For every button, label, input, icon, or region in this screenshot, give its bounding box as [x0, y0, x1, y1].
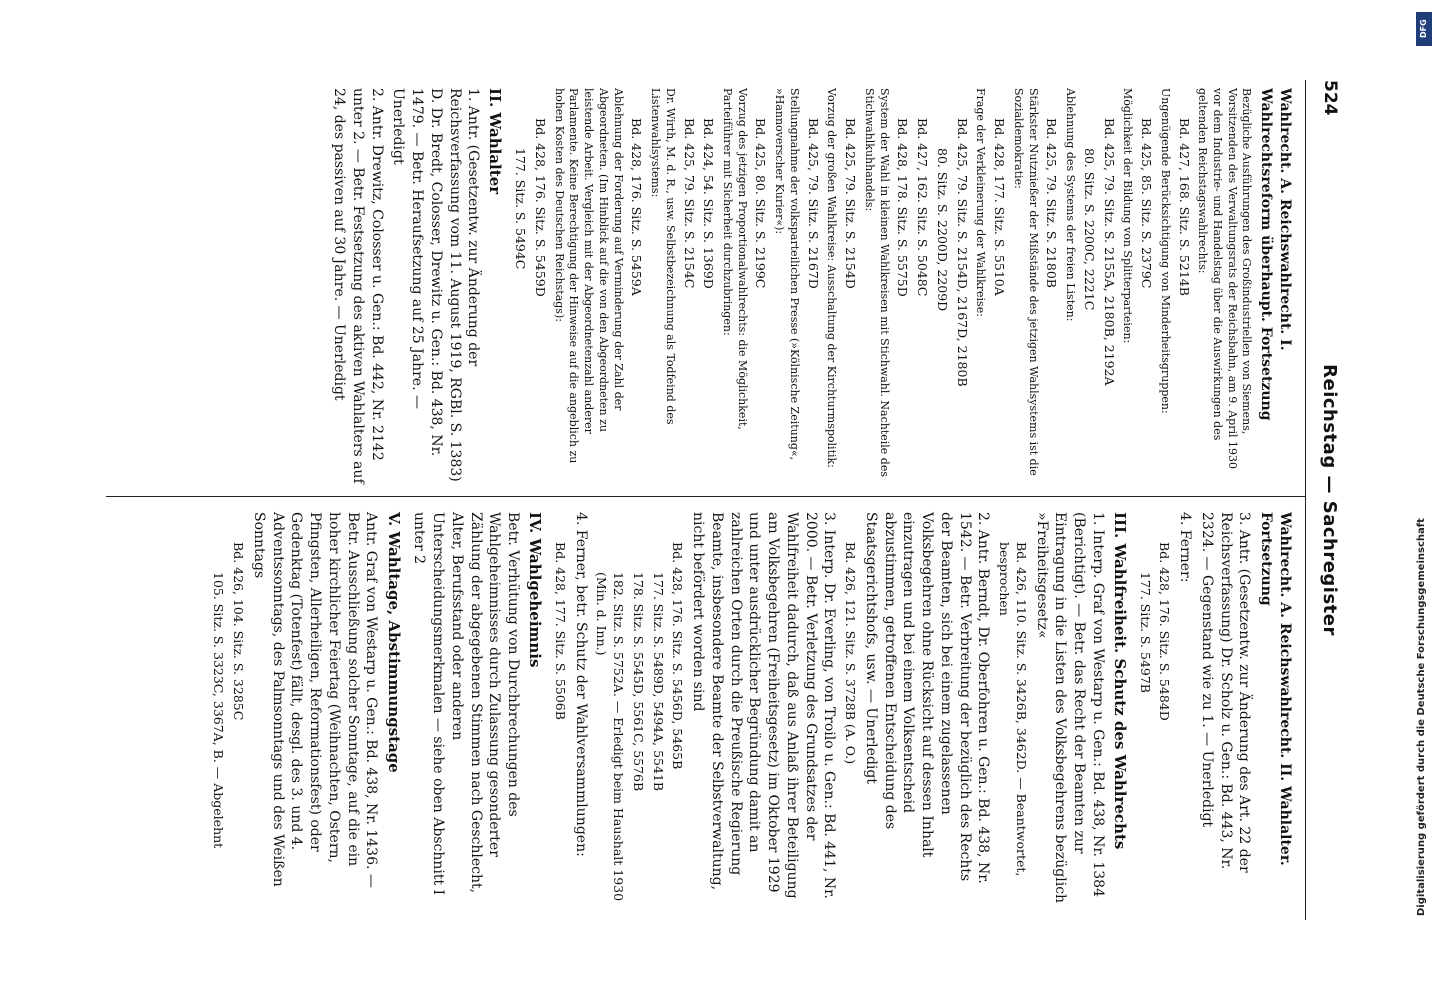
- reference: Bd. 425, 79. Sitz. S. 2154D, 2167D, 2180B: [954, 118, 970, 387]
- reference: Bd. 424, 54. Sitz. S. 1369D: [701, 118, 717, 289]
- numbered-item: 3. Antr. (Gesetzentw. zur Änderung des Art. 22 der Reichsverfassung) Dr. Scholz u. Gen.: Bd. 443, Nr. 2324. — Gegenstand wie zu 1. — Unerledigt: [1199, 512, 1253, 873]
- right-column: [207, 512, 1294, 908]
- entry: Betr. Verhütung von Durchbrechungen des Wahlgeheimnisses durch Zulassung gesonderter Zählung der abgegebenen Stimmen nach Geschlecht, Alter, Berufsstand oder anderen Unterscheidungsmerkmalen — siehe oben Abschnitt I unter 2: [411, 512, 522, 896]
- right-column-heading: Wahlrecht. A. Reichswahlrecht. II. Wahlalter. Fortsetzung: [1258, 512, 1293, 866]
- reference: 80. Sitz. S. 2200D, 2209D: [934, 148, 950, 312]
- section-heading: II. Wahlalter: [486, 88, 505, 195]
- entry: Dr. Wirth, M. d. R., usw. Selbstbezeichnung als Todfeind des Listenwahlsystems:: [649, 88, 677, 425]
- dfg-logo: DFG: [1416, 12, 1432, 46]
- running-header: [1310, 80, 1350, 920]
- reference: Bd. 425, 79. Sitz. S. 2154D: [843, 118, 859, 289]
- entry: Bezügliche Ausführungen des Großindustriellen von Siemens, Vorsitzenden des Verwaltungsrats der Reichsbahn, am 9. April 1930 vor dem Industrie- und Handelstag über die Auswirkungen des geltenden Reichstagswahlrechts:: [1196, 88, 1254, 469]
- numbered-item: 3. Interp. Dr. Everling, von Troilo u. Gen.: Bd. 441, Nr. 2000. — Betr. Verletzung des Grundsatzes der Wahlfreiheit dadurch, daß aus Anlaß ihrer Beteiligung am Volksbegehren (Freiheitsgesetz) im Oktober 1929 und unter ausdrücklicher Begründung damit an zahlreichen Orten durch die Preußische Regierung Beamte, insbesondere Beamte der Selbstverwaltung, nicht befördert worden sind: [690, 512, 838, 899]
- reference: Bd. 426, 104. Sitz. S. 3285C: [231, 542, 247, 721]
- reference: Bd. 428, 176. Sitz. S. 5456D, 5465B: [670, 542, 686, 770]
- funding-note: Digitalisierung gefördert durch die Deutsche Forschungsgemeinschaft: [1416, 518, 1427, 916]
- reference: Bd. 428, 176. Sitz. S. 5484D: [1157, 542, 1173, 721]
- reference: Bd. 428, 176. Sitz. S. 5459A: [629, 118, 645, 296]
- entry: System der Wahl in kleinen Wahlkreisen mit Stichwahl. Nachteile des Stichwahlkuhhandels:: [862, 88, 891, 478]
- rotated-text-block: [100, 80, 1350, 920]
- numbered-item: 2. Antr. Berndt, Dr. Oberfohren u. Gen.: Bd. 438, Nr. 1542. — Betr. Verbreitung der bezüglich des Rechts der Beamten, sich bei einem zugelassenen Volksbegehren ohne Rücksicht auf dessen Inhalt einzutragen und bei einem Volksentscheid abzustimmen, getroffenen Entscheidung des Staatsgerichtshofs, usw. — Unerledigt: [862, 512, 992, 884]
- reference: Bd. 427, 162. Sitz. S. 5048C: [915, 118, 931, 297]
- reference: Bd. 425, 85. Sitz. S. 2379C: [1139, 118, 1155, 289]
- entry: Vorzug der großen Wahlkreise: Ausschaltung der Kirchturmspolitik:: [825, 88, 839, 468]
- reference: Bd. 425, 79. Sitz. S. 2154C: [681, 118, 697, 289]
- numbered-item: 4. Ferner:: [1177, 512, 1194, 583]
- section-heading: IV. Wahlgeheimnis: [526, 512, 545, 668]
- numbered-item: 1. Antr. (Gesetzentw. zur Änderung der Reichsverfassung vom 11. August 1919, RGBl. S. 1383) D. Dr. Bredt, Colosser, Drewitz u. Gen.: Bd. 438, Nr. 1479. — Betr. Heraufsetzung auf 25 Jahre. — Unerledigt: [390, 88, 482, 482]
- left-column: [326, 88, 1294, 484]
- numbered-item: 4. Ferner, betr. Schutz der Wahlversammlungen:: [572, 512, 589, 857]
- reference: 177. Sitz. S. 5497B: [1137, 572, 1153, 693]
- reference: Bd. 428, 177. Sitz. S. 5506B: [552, 542, 568, 720]
- page-title: Reichstag — Sachregister: [1319, 364, 1340, 636]
- reference: Bd. 426, 121. Sitz. S. 3728B (A. O.): [843, 542, 859, 765]
- numbered-item: 2. Antr. Drewitz, Colosser u. Gen.: Bd. 442, Nr. 2142 unter 2. — Betr. Festsetzung des aktiven Wahlalters auf 24, des passiven auf 30 Jahre. — Unerledigt: [331, 88, 385, 484]
- dfg-side-note: [1410, 6, 1434, 994]
- entry: Stärkster Nutznießer der Mißstände des jetzigen Wahlsystems ist die Sozialdemokratie:: [1011, 88, 1040, 476]
- entry: Frage der Verkleinerung der Wahlkreise:: [974, 88, 988, 317]
- section-heading: V. Wahltage, Abstimmungstage: [384, 512, 403, 773]
- entry: Antr. Graf von Westarp u. Gen.: Bd. 438, Nr. 1436. — Betr. Ausschließung solcher Sonntage, auf die ein hoher kirchlicher Feiertag (Weihnachten, Ostern, Pfingsten, Allerheiligen, Reformationsfest) oder Gedenktag (Totenfest) fällt, desgl. des 3. und 4. Adventssonntags, des Palmsonntags und des Weißen Sonntags: [250, 512, 380, 888]
- numbered-item: 1. Interp. Graf von Westarp u. Gen.: Bd. 438, Nr. 1384 (Berichtigt). — Betr. das Recht der Beamten zur Eintragung in die Listen des Volksbegehrens bezüglich »Freiheitsgesetz«: [1033, 512, 1106, 904]
- column-divider: [106, 496, 1306, 497]
- entry: Ablehnung der Forderung auf Verminderung der Zahl der Abgeordneten. (Im Hinblick auf die von den Abgeordneten zu leistende Arbeit. Vergleich mit der Abgeordnetenzahl anderer Parlamente. Keine Berechtigung der Hinweise auf die angeblich zu hohen Kosten des Deutschen Reichstags):: [552, 88, 625, 464]
- header-rule: [1305, 80, 1306, 920]
- reference: 182. Sitz. S. 5752A. — Erledigt beim Haushalt 1930 (Min. d. Inn.): [594, 572, 627, 902]
- entry: Möglichkeit der Bildung von Splitterparteien:: [1121, 88, 1135, 344]
- reference: Bd. 425, 79. Sitz. S. 2180B: [1044, 118, 1060, 288]
- reference: Bd. 428, 177. Sitz. S. 5510A: [992, 118, 1008, 296]
- entry: Ungenügende Berücksichtigung von Minderheitsgruppen:: [1158, 88, 1172, 414]
- reference: 178. Sitz. S. 5545D, 5561C, 5576B: [630, 572, 646, 792]
- reference: Bd. 425, 79. Sitz. S. 2167D: [805, 118, 821, 289]
- page-number: 524: [1320, 80, 1340, 116]
- reference: 105. Sitz. S. 3323C, 3367A, B. — Abgelehnt: [211, 572, 227, 849]
- reference: 177. Sitz. S. 5494C: [513, 148, 529, 270]
- reference: Bd. 427, 168. Sitz. S. 5214B: [1176, 118, 1192, 296]
- reference: Bd. 428, 176. Sitz. S. 5459D: [532, 118, 548, 297]
- left-column-heading: Wahlrecht. A. Reichswahlrecht. I. Wahlrechtsreform überhaupt. Fortsetzung: [1258, 88, 1293, 421]
- reference: Bd. 428, 178. Sitz. S. 5575D: [895, 118, 911, 297]
- entry: Vorzug des jetzigen Proportionalwahlrechts: die Möglichkeit, Parteiführer mit Sicherheit durchzubringen:: [721, 88, 749, 430]
- reference: Bd. 426, 110. Sitz. S. 3426B, 3462D. — Beantwortet, besprochen: [997, 542, 1029, 877]
- reference: 80. Sitz. S. 2200C, 2221C: [1081, 148, 1097, 311]
- section-heading: III. Wahlfreiheit. Schutz des Wahlrechts: [1111, 512, 1129, 850]
- reference: 177. Sitz. S. 5489D, 5494A, 5541B: [650, 572, 666, 792]
- reference: Bd. 425, 80. Sitz. S. 2199C: [753, 118, 769, 289]
- entry: Ablehnung des Systems der freien Listen:: [1064, 88, 1078, 322]
- entry: Stellungnahme der volksparteilichen Presse (»Kölnische Zeitung«, »Hannoverscher Kurier«):: [773, 88, 801, 461]
- reference: Bd. 425, 79. Sitz. S. 2155A, 2180B, 2192A: [1101, 118, 1117, 386]
